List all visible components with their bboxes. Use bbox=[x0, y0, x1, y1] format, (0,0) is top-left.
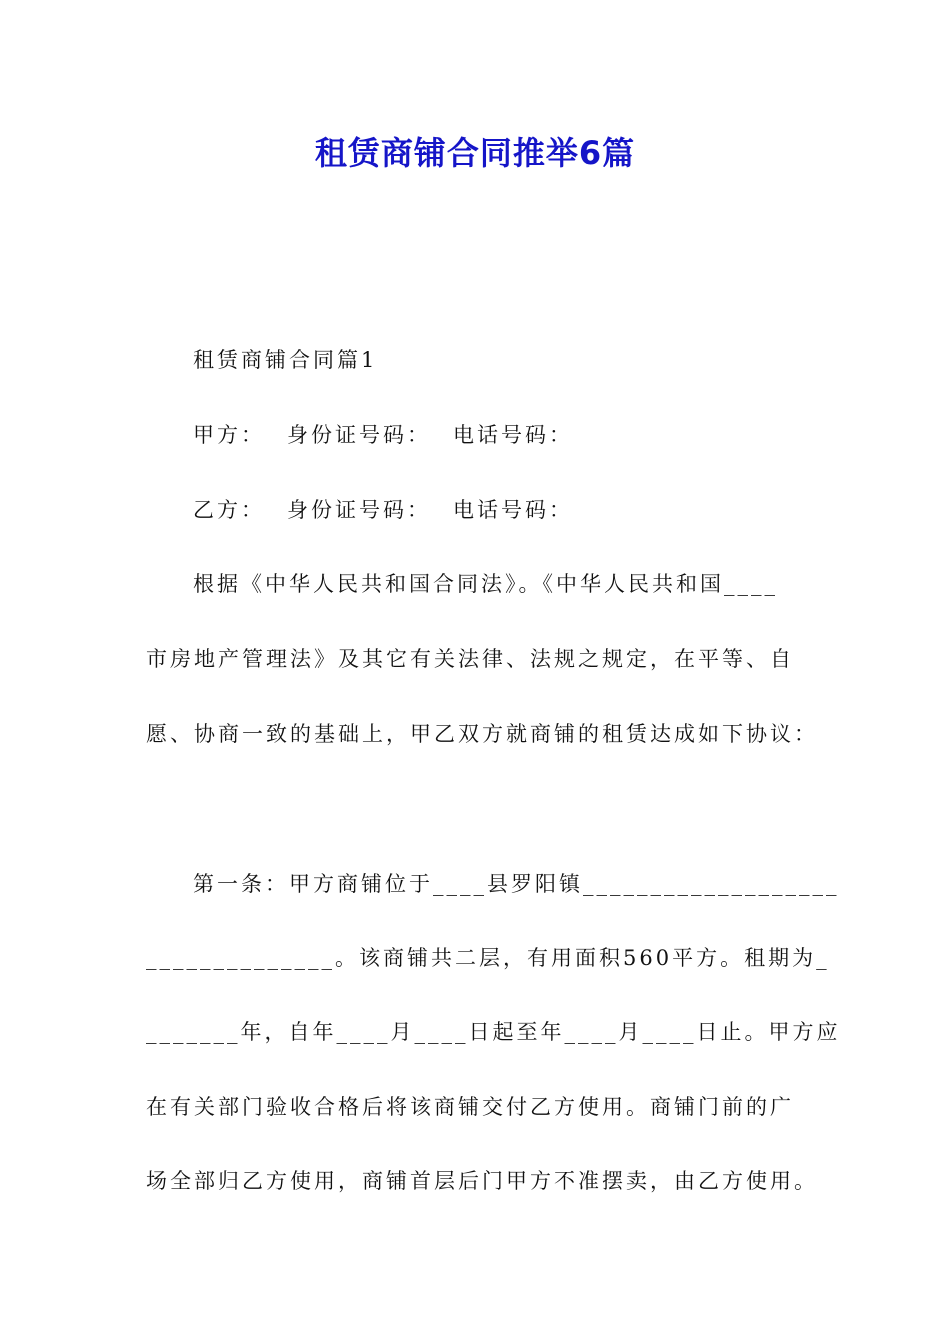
party-a-label: 甲方： bbox=[193, 423, 265, 447]
party-a-id-label: 身份证号码： bbox=[287, 423, 431, 447]
party-b-phone-label: 电话号码： bbox=[453, 498, 573, 522]
document-title: 租赁商铺合同推举6篇 bbox=[314, 134, 636, 172]
party-a-phone-label: 电话号码： bbox=[453, 423, 573, 447]
party-b-label: 乙方： bbox=[193, 498, 265, 522]
section-heading: 租赁商铺合同篇1 bbox=[193, 348, 378, 372]
party-a-line bbox=[193, 420, 573, 450]
article-one-line: 场全部归乙方使用，商铺首层后门甲方不准摆卖，由乙方使用。 bbox=[146, 1169, 818, 1193]
party-b-id-label: 身份证号码： bbox=[287, 498, 431, 522]
preamble-line: 市房地产管理法》及其它有关法律、法规之规定，在平等、自 bbox=[146, 647, 794, 671]
preamble-line: 根据《中华人民共和国合同法》。《中华人民共和国____ bbox=[193, 572, 778, 596]
article-one-line: 第一条：甲方商铺位于____县罗阳镇___________________ bbox=[193, 872, 840, 896]
preamble-line: 愿、协商一致的基础上，甲乙双方就商铺的租赁达成如下协议： bbox=[146, 722, 818, 746]
article-one-line: ______________。该商铺共二层，有用面积560平方。租期为_ bbox=[146, 946, 830, 970]
party-b-line bbox=[193, 495, 573, 525]
article-one-line: 在有关部门验收合格后将该商铺交付乙方使用。商铺门前的广 bbox=[146, 1095, 794, 1119]
article-one-line: _______年，自年____月____日起至年____月____日止。甲方应 bbox=[146, 1020, 841, 1044]
